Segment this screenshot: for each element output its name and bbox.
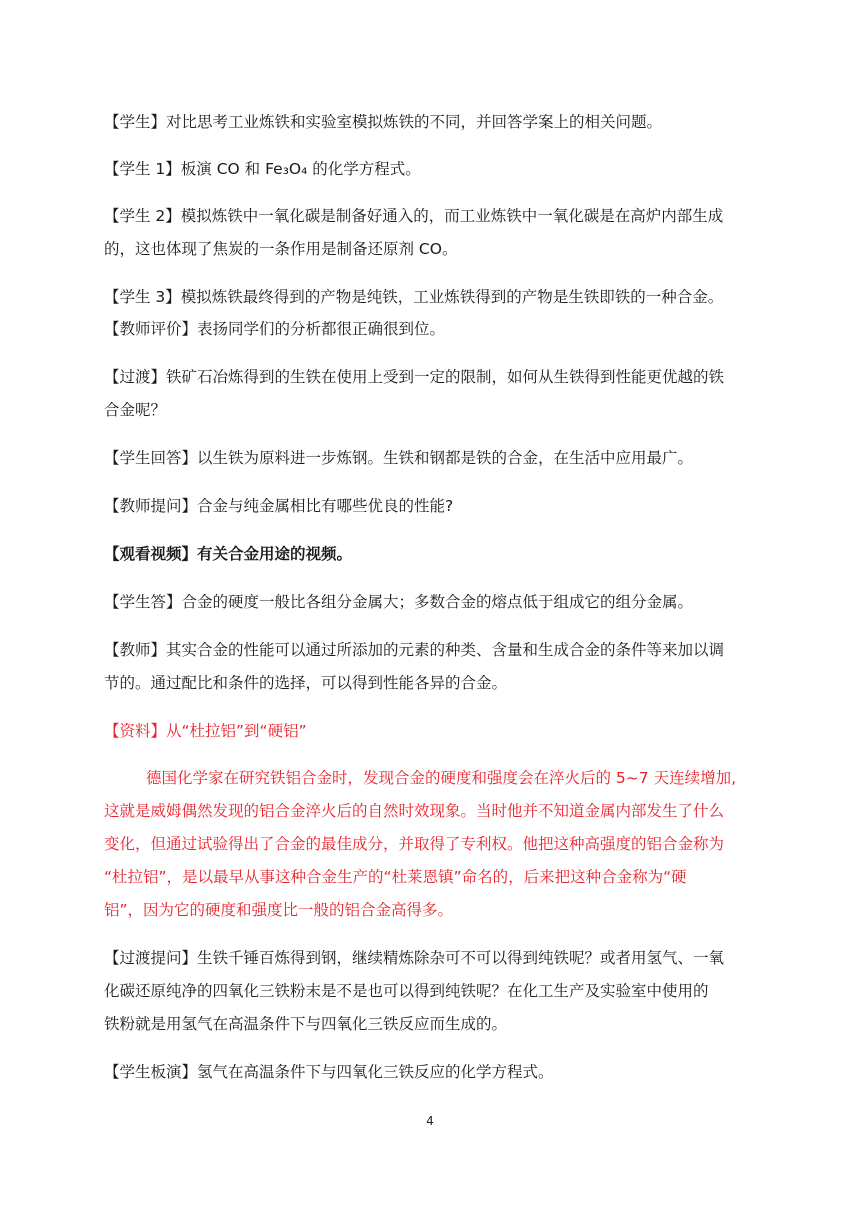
paragraph-student-2-line-1: 【学生 2】模拟炼铁中一氧化碳是制备好通入的，而工业炼铁中一氧化碳是在高炉内部生成 [104, 207, 724, 225]
material-heading: 【资料】从“杜拉铝”到“硬铝” [104, 722, 307, 740]
material-line-4: “杜拉铝”，是以最早从事这种合金生产的“杜莱恩镇”命名的，后来把这种合金称为“硬 [104, 868, 687, 886]
paragraph-student-reply: 【学生答】合金的硬度一般比各组分金属大；多数合金的熔点低于组成它的组分金属。 [104, 593, 694, 611]
paragraph-student-board: 【学生板演】氢气在高温条件下与四氧化三铁反应的化学方程式。 [104, 1063, 554, 1081]
page-number: 4 [426, 1114, 434, 1128]
paragraph-teacher-line-2: 节的。通过配比和条件的选择，可以得到性能各异的合金。 [104, 674, 508, 692]
paragraph-teacher-line-1: 【教师】其实合金的性能可以通过所添加的元素的种类、含量和生成合金的条件等来加以调 [104, 641, 725, 659]
paragraph-transition-line-1: 【过渡】铁矿石冶炼得到的生铁在使用上受到一定的限制，如何从生铁得到性能更优越的铁 [104, 368, 725, 386]
paragraph-teacher-evaluation: 【教师评价】表扬同学们的分析都很正确很到位。 [104, 320, 446, 338]
paragraph-transition-line-2: 合金呢？ [104, 401, 167, 419]
paragraph-transition-question-line-2: 化碳还原纯净的四氧化三铁粉末是不是也可以得到纯铁呢？在化工生产及实验室中使用的 [104, 982, 709, 1000]
paragraph-student-3: 【学生 3】模拟炼铁最终得到的产物是纯铁，工业炼铁得到的产物是生铁即铁的一种合金。 [104, 288, 724, 306]
material-line-3: 变化，但通过试验得出了合金的最佳成分，并取得了专利权。他把这种高强度的铝合金称为 [104, 835, 725, 853]
paragraph-student-answer: 【学生回答】以生铁为原料进一步炼钢。生铁和钢都是铁的合金，在生活中应用最广。 [104, 449, 694, 467]
paragraph-transition-question-line-3: 铁粉就是用氢气在高温条件下与四氧化三铁反应而生成的。 [104, 1015, 508, 1033]
paragraph-transition-question-line-1: 【过渡提问】生铁千锤百炼得到钢，继续精炼除杂可不可以得到纯铁呢？或者用氢气、一氧 [104, 949, 725, 967]
material-line-1: 德国化学家在研究铁铝合金时，发现合金的硬度和强度会在淬火后的 5~7 天连续增加, [146, 769, 736, 787]
paragraph-student-2-line-2: 的，这也体现了焦炭的一条作用是制备还原剂 CO。 [104, 240, 458, 258]
material-line-2: 这就是威姆偶然发现的铝合金淬火后的自然时效现象。当时他并不知道金属内部发生了什么 [104, 802, 725, 820]
paragraph-student-compare: 【学生】对比思考工业炼铁和实验室模拟炼铁的不同，并回答学案上的相关问题。 [104, 113, 663, 131]
paragraph-teacher-question: 【教师提问】合金与纯金属相比有哪些优良的性能? [104, 497, 454, 515]
material-line-5: 铝”，因为它的硬度和强度比一般的铝合金高得多。 [104, 901, 454, 919]
paragraph-student-1: 【学生 1】板演 CO 和 Fe₃O₄ 的化学方程式。 [104, 160, 421, 178]
paragraph-watch-video: 【观看视频】有关合金用途的视频。 [104, 545, 353, 563]
